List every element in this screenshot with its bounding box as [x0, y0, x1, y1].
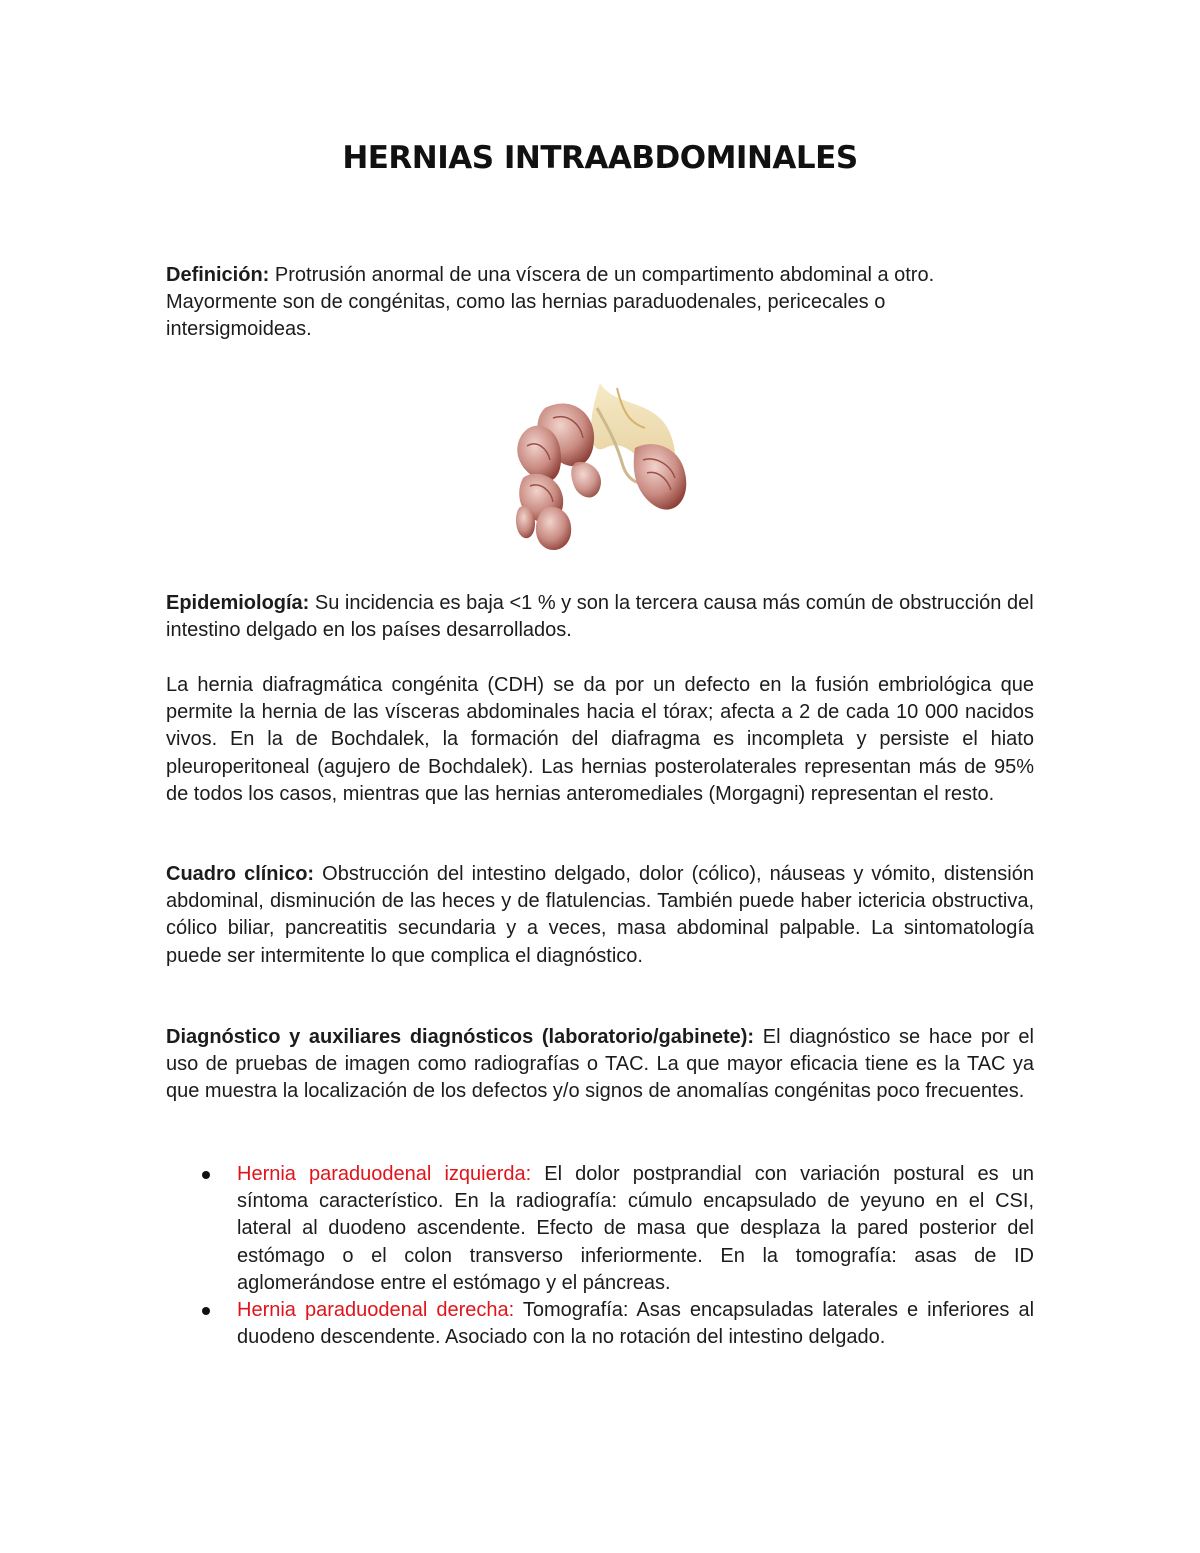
epidemiology-label: Epidemiología:	[166, 592, 310, 614]
bullet-label: Hernia paraduodenal izquierda:	[237, 1163, 532, 1185]
clinical-label: Cuadro clínico:	[166, 863, 315, 885]
list-item	[166, 1161, 1034, 1297]
bullet-text: El dolor postprandial con variación postural es un síntoma característico. En la radiografía: cúmulo encapsulado de yeyuno en el CSI, lateral al duodeno ascendente. Efecto de masa que desplaza la pared posterior del estómago o el colon transverso inferiormente. En la tomografía: asas de ID aglomerándose entre el estómago y el páncreas.	[237, 1163, 1034, 1294]
definition-text: Protrusión anormal de una víscera de un compartimento abdominal a otro. Mayormente son de congénitas, como las hernias paraduodenales, pericecales o intersigmoideas.	[166, 264, 935, 341]
diagnosis-label: Diagnóstico y auxiliares diagnósticos (laboratorio/gabinete):	[166, 1026, 755, 1048]
bullet-text: Tomografía: Asas encapsuladas laterales e inferiores al duodeno descendente. Asociado con la no rotación del intestino delgado.	[237, 1299, 1035, 1349]
hernia-types-list	[166, 1161, 1034, 1351]
diagnosis-text: El diagnóstico se hace por el uso de pruebas de imagen como radiografías o TAC. La que mayor eficacia tiene es la TAC ya que muestra la localización de los defectos y/o signos de anomalías congénitas poco frecuentes.	[166, 1026, 1034, 1103]
list-item	[166, 1297, 1034, 1351]
clinical-paragraph	[166, 861, 1034, 970]
epidemiology-text: Su incidencia es baja <1 % y son la tercera causa más común de obstrucción del intestino delgado en los países desarrollados.	[166, 592, 1034, 642]
bullet-icon	[202, 1171, 210, 1179]
clinical-text: Obstrucción del intestino delgado, dolor (cólico), náuseas y vómito, distensión abdominal, disminución de las heces y de flatulencias. También puede haber ictericia obstructiva, cólico biliar, pancreatitis secundaria y a veces, masa abdominal palpable. La sintomatología puede ser intermitente lo que complica el diagnóstico.	[166, 863, 1034, 967]
definition-paragraph	[166, 262, 1034, 344]
definition-label: Definición:	[166, 264, 270, 286]
bullet-label: Hernia paraduodenal derecha:	[237, 1299, 515, 1322]
epidemiology-paragraph	[166, 590, 1034, 644]
intestine-illustration-icon	[505, 378, 695, 558]
diagnosis-paragraph	[166, 1024, 1034, 1106]
bullet-icon	[202, 1307, 210, 1315]
cdh-paragraph: La hernia diafragmática congénita (CDH) se da por un defecto en la fusión embriológica que permite la hernia de las vísceras abdominales hacia el tórax; afecta a 2 de cada 10 000 nacidos vivos. En la de Bochdalek, la formación del diafragma es incompleta y persiste el hiato pleuroperitoneal (agujero de Bochdalek). Las hernias posterolaterales representan más de 95% de todos los casos, mientras que las hernias anteromediales (Morgagni) representan el resto.	[166, 674, 1034, 805]
page-title: HERNIAS INTRAABDOMINALES	[342, 140, 858, 176]
